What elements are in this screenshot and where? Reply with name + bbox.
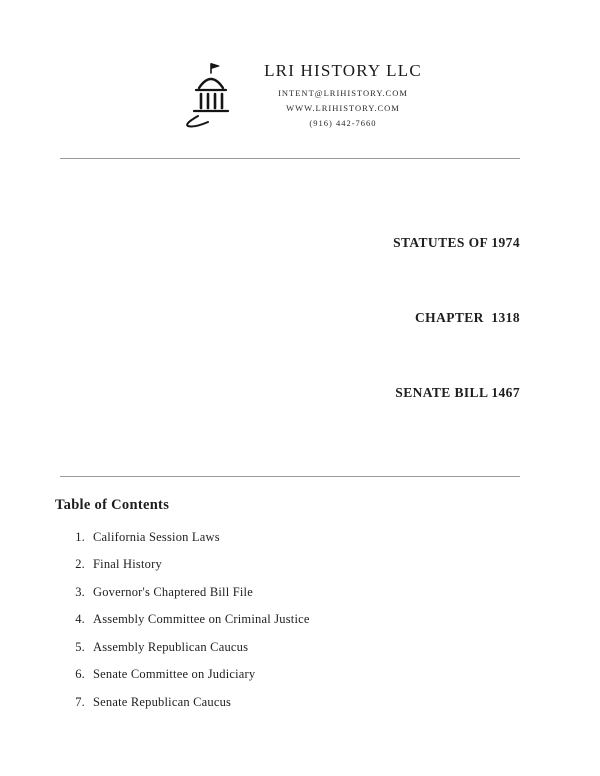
divider-top (60, 158, 520, 159)
company-website: WWW.LRIHISTORY.COM (286, 103, 400, 114)
statutes-line: STATUTES OF 1974 (393, 234, 520, 250)
senate-bill-line: SENATE BILL 1467 (395, 384, 520, 400)
toc-item (69, 695, 600, 710)
bill-reference-block (0, 181, 520, 456)
letterhead (0, 0, 600, 134)
toc-item (69, 612, 600, 627)
toc-item (69, 640, 600, 655)
brand-block (264, 61, 422, 131)
toc-item-label: California Session Laws (93, 529, 220, 544)
toc-item-number: 4. (75, 612, 85, 627)
toc-item-label: Senate Republican Caucus (93, 694, 232, 709)
toc-item-number: 3. (75, 584, 85, 599)
toc-item-label: Final History (93, 557, 162, 572)
toc-item-number: 5. (75, 639, 85, 654)
toc-title: Table of Contents (55, 496, 170, 513)
table-of-contents (55, 497, 600, 710)
capitol-dome-logo-icon (178, 58, 242, 134)
toc-item (69, 667, 600, 682)
toc-item (69, 585, 600, 600)
toc-item-number: 7. (75, 694, 85, 709)
toc-item (69, 557, 600, 572)
toc-item-number: 2. (75, 557, 85, 572)
company-phone: (916) 442-7660 (309, 117, 377, 128)
toc-item-number: 1. (75, 529, 85, 544)
toc-item (69, 530, 600, 545)
toc-item-label: Assembly Committee on Criminal Justice (93, 612, 310, 627)
company-name: LRI HISTORY LLC (264, 61, 422, 81)
toc-item-label: Assembly Republican Caucus (93, 639, 249, 654)
divider-middle (60, 476, 520, 477)
company-email: INTENT@LRIHISTORY.COM (278, 88, 408, 99)
toc-item-label: Senate Committee on Judiciary (93, 667, 256, 682)
chapter-line: CHAPTER 1318 (415, 309, 520, 325)
toc-list (55, 530, 600, 710)
toc-item-label: Governor's Chaptered Bill File (93, 584, 253, 599)
toc-item-number: 6. (75, 667, 85, 682)
